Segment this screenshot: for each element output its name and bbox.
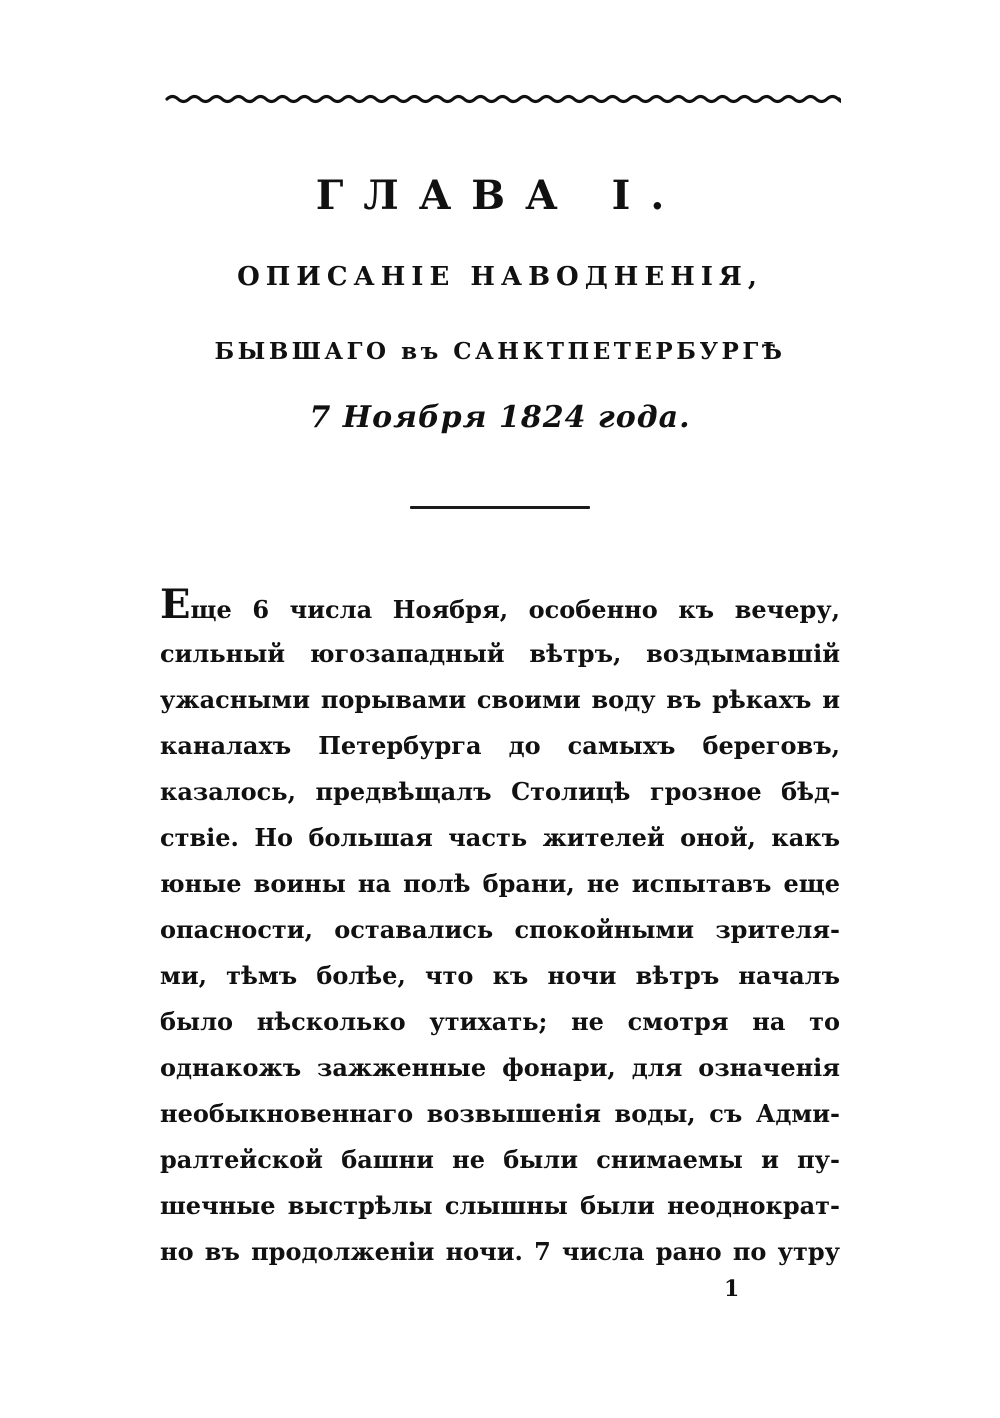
text-line: необыкновеннаго возвышенія воды, съ Адми-: [160, 1099, 840, 1128]
chapter-date: 7 Ноября 1824 года.: [309, 400, 691, 435]
text-line-content: ще 6 числа Ноября, особенно къ вечеру,: [190, 595, 840, 624]
text-line: юные воины на полѣ брани, не испытавъ еще: [160, 869, 840, 898]
page-signature-mark: 1: [724, 1276, 740, 1302]
text-line: казалось, предвѣщалъ Столицѣ грозное бѣд-: [160, 777, 840, 806]
chapter-subtitle: ОПИСАНІЕ НАВОДНЕНІЯ,: [237, 262, 763, 292]
drop-cap: Е: [160, 581, 191, 628]
text-line: [160, 581, 840, 631]
wavy-ornament: [165, 86, 841, 112]
text-line: но въ продолженіи ночи. 7 числа рано по утру: [160, 1237, 840, 1266]
text-line: было нѣсколько утихать; не смотря на то: [160, 1007, 840, 1036]
chapter-title: ГЛАВА I.: [315, 172, 685, 219]
chapter-subtitle-location: БЫВШАГО въ САНКТПЕТЕРБУРГѢ: [214, 338, 786, 365]
text-line: ствіе. Но большая часть жителей оной, какъ: [160, 823, 840, 852]
text-line: однакожъ зажженные фонари, для означенія: [160, 1053, 840, 1082]
text-line: шечные выстрѣлы слышны были неоднократ-: [160, 1191, 840, 1220]
text-line: каналахъ Петербурга до самыхъ береговъ,: [160, 731, 840, 760]
text-line: ми, тѣмъ болѣе, что къ ночи вѣтръ началъ: [160, 961, 840, 990]
text-line: ралтейской башни не были снимаемы и пу-: [160, 1145, 840, 1174]
text-line: сильный югозападный вѣтръ, воздымавшій: [160, 639, 840, 668]
body-text: [160, 581, 840, 1275]
text-line: ужасными порывами своими воду въ рѣкахъ и: [160, 685, 840, 714]
section-divider: [410, 506, 590, 509]
text-line: опасности, оставались спокойными зрителя-: [160, 915, 840, 944]
